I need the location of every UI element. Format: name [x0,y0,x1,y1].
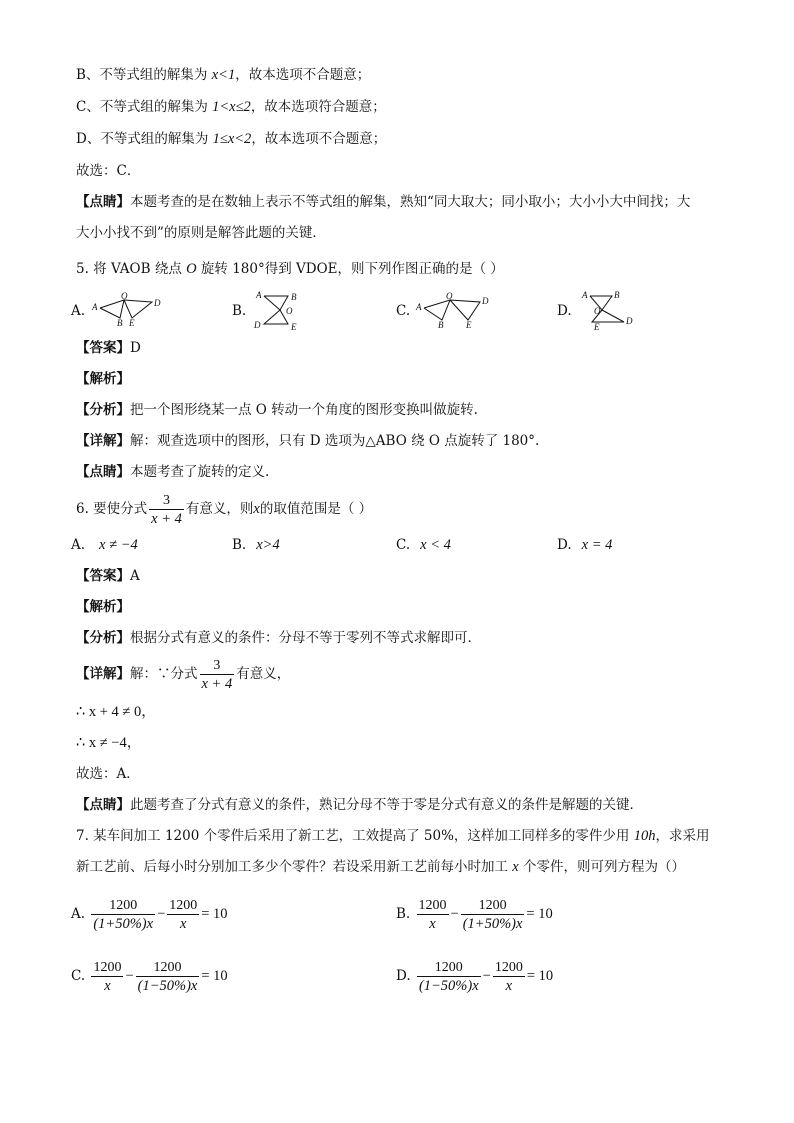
q6-analysis-heading [76,598,130,616]
q5-d-label-A: A [582,290,588,300]
q7-stem-var: x [512,859,519,875]
q7-option-c-minus: − [125,968,134,984]
q5-figure-c [412,288,496,336]
q4-option-c-post: ，故本选项符合题意； [250,99,386,115]
q5-option-d-label[interactable]: D. [557,303,572,319]
q5-d-label-E: E [594,322,600,332]
q6-xiangjie-pre: 解：∵分式 [130,666,198,682]
q5-c-label-A: A [416,302,422,312]
q6-choose: 故选：A． [76,766,140,782]
q7-option-a-d2: x [167,914,199,932]
q5-stem-pre: 5. 将 VAOB 绕点 [76,261,187,277]
q7-stem-line2-pre: 新工艺前、后每小时分别加工多少个零件？若设采用新工艺前每小时加工 [76,859,513,875]
q5-fenxi [76,401,478,419]
q7-option-c-frac1 [91,960,123,994]
q6-xiangjie [76,657,290,692]
q7-option-d-n2: 1200 [494,959,523,975]
q4-option-c-line [76,98,386,116]
q7-option-b-minus: − [450,906,459,922]
q5-b-label-D: D [254,320,261,330]
q6-option-c-text: x < 4 [420,537,451,553]
q7-option-a-d1: (1+50%)x [93,915,154,932]
q5-analysis-tag: 【解析】 [76,371,130,387]
q5-a-label-A: A [92,302,98,312]
q7-option-d-label: D. [396,968,411,984]
q5-a-label-D: D [154,298,161,308]
q5-stem-post: 旋转 180°得到 VDOE，则下列作图正确的是（ ） [196,261,504,277]
q4-option-b-line [76,66,370,84]
q4-option-b-post: ，故本选项不合题意； [235,67,371,83]
q5-d-label-O: O [594,306,601,316]
q5-c-label-E: E [466,320,472,330]
q7-option-c-rhs: = 10 [201,968,228,984]
q7-option-b-n2: 1200 [478,897,507,913]
q6-xiangjie-numerator: 3 [213,657,221,673]
q7-option-b[interactable] [396,894,553,934]
q5-c-label-B: B [438,320,444,330]
q5-xiangjie [76,432,539,450]
q5-dianjing-text: 本题考查了旋转的定义. [130,464,270,480]
q6-stem [76,492,372,527]
q7-option-d[interactable] [396,956,553,996]
q5-analysis-heading [76,370,130,388]
q6-dianjing-text: 此题考查了分式有意义的条件，熟记分母不等于零是分式有意义的条件是解题的关键． [130,797,643,813]
q6-answer-tag: 【答案】 [76,568,130,584]
q5-figure-d [576,286,642,336]
q6-option-c[interactable] [396,536,451,554]
q6-step1: ∴ x + 4 ≠ 0， [76,704,156,720]
q4-option-d-text: D、不等式组的解集为 [76,131,213,147]
q5-dianjing-tag: 【点睛】 [76,464,130,480]
q6-stem-pre: 6. 要使分式 [76,501,148,517]
q7-option-c-d2: (1−50%)x [137,977,198,994]
q5-answer-tag: 【答案】 [76,340,130,356]
q4-option-d-math: 1≤x<2 [212,131,252,147]
q6-stem-post: 的取值范围是（ ） [259,501,373,517]
q7-option-d-frac2 [493,960,525,994]
q5-option-a-label[interactable]: A. [71,303,86,319]
q4-review-tag: 【点睛】 [76,194,130,210]
q6-fenxi-tag: 【分析】 [76,630,130,646]
q7-option-c-n2: 1200 [153,959,182,975]
q5-c-label-D: D [482,296,489,306]
q7-option-b-n1: 1200 [418,897,447,913]
q6-fenxi-text: 根据分式有意义的条件：分母不等于零列不等式求解即可． [130,630,481,646]
q4-option-d-line [76,130,386,148]
q6-option-b-text: x>4 [256,537,280,553]
q4-option-c-text: C、不等式组的解集为 [76,99,213,115]
q5-option-b-label[interactable]: B. [232,303,247,319]
q7-option-a-n2: 1200 [169,897,198,913]
q7-option-d-frac1 [417,960,481,994]
q6-dianjing [76,796,643,814]
q6-stem-numerator: 3 [163,492,171,508]
q4-review-line2: 大小小找不到”的原则是解答此题的关键． [76,225,326,241]
q7-option-a[interactable] [71,894,228,934]
q7-option-b-rhs: = 10 [526,906,553,922]
q5-d-label-B: B [614,290,620,300]
q7-option-a-frac1 [91,898,155,932]
q7-stem-line1-post: ，求采用 [655,828,710,844]
q5-fenxi-text: 把一个图形绕某一点 O 转动一个角度的图形变换叫做旋转. [130,402,478,418]
q7-option-a-label: A. [71,906,86,922]
q6-xiangjie-post: 有意义， [236,666,291,682]
q7-option-c[interactable] [71,956,228,996]
q6-option-b-label: B. [232,537,247,553]
q4-review-line1 [76,193,690,211]
q4-option-c-math: 1<x≤2 [212,99,251,115]
q7-option-c-d1: x [91,976,123,994]
q5-answer-value: D [130,340,141,356]
q6-answer [76,567,140,585]
q5-xiangjie-tag: 【详解】 [76,433,130,449]
q5-b-label-A: A [256,290,262,300]
q5-dianjing [76,463,269,481]
q7-option-b-frac1 [417,898,449,932]
q7-option-a-minus: − [157,906,166,922]
q7-option-d-rhs: = 10 [526,968,554,984]
q5-a-label-O: O [121,291,128,301]
q4-choose: 故选：C． [76,163,141,179]
q5-stem-point: O [186,261,197,277]
q7-option-d-d1: (1−50%)x [418,977,479,994]
q6-stem-mid: 有意义，则 [185,501,254,517]
q7-option-a-n1: 1200 [109,897,138,913]
q6-xiangjie-denominator: x + 4 [201,675,233,692]
q7-option-b-d1: x [417,914,449,932]
q5-figure-a [88,288,168,334]
q6-stem-fraction [149,493,184,527]
q5-fenxi-tag: 【分析】 [76,402,130,418]
q7-option-b-d2: (1+50%)x [462,915,523,932]
q5-c-label-O: O [446,291,453,301]
q6-option-d[interactable] [557,536,612,554]
q6-stem-denominator: x + 4 [151,510,182,527]
q6-xiangjie-tag: 【详解】 [76,666,130,682]
q7-stem-hours: 10h [633,828,656,844]
q6-option-a-label: A. [71,537,86,553]
q7-option-c-frac2 [136,960,200,994]
q7-option-d-minus: − [482,968,491,984]
q6-dianjing-tag: 【点睛】 [76,797,130,813]
q7-stem-line2 [76,858,685,876]
q5-a-label-E: E [129,318,135,328]
q5-xiangjie-text: 解：观查选项中的图形，只有 D 选项为△ABO 绕 O 点旋转了 180°. [130,433,540,449]
q5-a-label-B: B [117,318,123,328]
q7-stem-line2-post: 个零件，则可列方程为（） [518,859,686,875]
q7-stem-line1 [76,827,709,845]
q6-option-a-text: x ≠ −4 [99,537,138,553]
q6-option-c-label: C. [396,537,411,553]
q5-b-label-O: O [286,306,293,316]
q4-option-b-text: B、不等式组的解集为 [76,67,212,83]
q6-option-b[interactable] [232,536,280,554]
q4-option-d-post: ，故本选项不合题意； [251,131,387,147]
q6-option-d-text: x = 4 [581,537,613,553]
q5-option-c-label[interactable]: C. [396,303,411,319]
q5-answer [76,339,141,357]
q7-stem-line1-pre: 7. 某车间加工 1200 个零件后采用了新工艺，工效提高了 50%，这样加工同样多的零件少用 [76,828,634,844]
q7-option-a-frac2 [167,898,199,932]
q4-option-b-math: x<1 [211,67,236,83]
q7-option-b-frac2 [461,898,525,932]
q5-figure-b [250,286,310,336]
q7-option-c-n1: 1200 [93,959,122,975]
q6-stem-var: x [253,501,260,517]
q7-option-b-label: B. [396,906,411,922]
q7-option-c-label: C. [71,968,86,984]
q5-b-label-E: E [291,322,297,332]
q6-option-d-label: D. [557,537,572,553]
q5-b-label-B: B [291,292,297,302]
q6-analysis-tag: 【解析】 [76,599,130,615]
q6-step2: ∴ x ≠ −4， [76,735,142,751]
q6-fenxi [76,629,481,647]
q6-answer-value: A [130,568,140,584]
q6-xiangjie-fraction [200,658,235,692]
q6-option-a[interactable] [71,536,138,554]
q7-option-d-d2: x [493,976,525,994]
q5-stem [76,260,504,278]
q4-review-text: 本题考查的是在数轴上表示不等式组的解集，熟知“同大取大；同小取小；大小小大中间找；大 [130,194,691,210]
q5-d-label-D: D [626,316,633,326]
q7-option-d-n1: 1200 [434,959,463,975]
q7-option-a-rhs: = 10 [201,906,228,922]
